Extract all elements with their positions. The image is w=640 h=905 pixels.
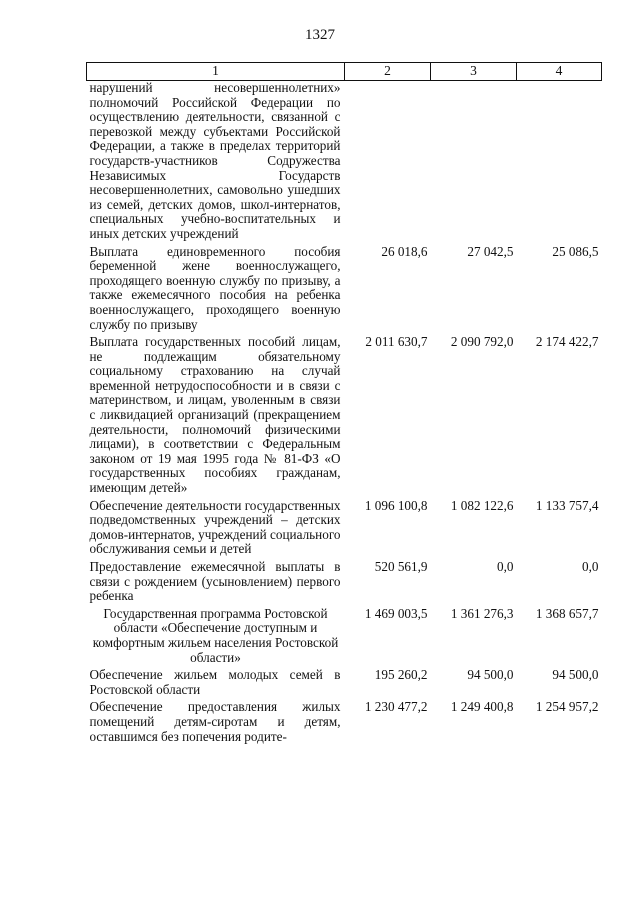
row-description: нарушений несовершеннолетних» полномочий Российской Федерации по осуществлению деятельности, связанной с перевозкой между субъектами Российской Федерации, а также в пределах территорий государств-участников Содружества Независимых Государств несовершеннолетних, самовольно ушедших из семей, детских домов, школ-интернатов, специальных учебно-воспитательных и иных детских учреждений	[89, 80, 341, 241]
column-header: 2	[345, 63, 431, 81]
table-row	[87, 496, 602, 557]
table-row-program-heading	[87, 604, 602, 665]
value-col2: 1 096 100,8	[364, 497, 428, 513]
value-col4: 94 500,0	[552, 667, 599, 683]
column-header: 1	[87, 63, 345, 81]
table-row	[87, 697, 602, 744]
value-col4: 1 133 757,4	[535, 497, 599, 513]
value-col3: 1 082 122,6	[450, 497, 514, 513]
value-col2	[345, 81, 431, 242]
row-description: Предоставление ежемесячной выплаты в связи с рождением (усыновлением) первого ребенка	[89, 559, 341, 604]
page-number: 1327	[305, 27, 335, 43]
row-description: Обеспечение предоставления жилых помещений детям-сиротам и детям, оставшимся без попечения родите-	[89, 699, 341, 744]
column-header: 4	[517, 63, 602, 81]
value-col4: 25 086,5	[552, 243, 599, 259]
value-col2: 1 469 003,5	[364, 605, 428, 621]
value-col2: 195 260,2	[374, 667, 428, 683]
table-row	[87, 332, 602, 496]
value-col2: 1 230 477,2	[364, 699, 428, 715]
table-header-row	[87, 63, 602, 81]
value-col3: 27 042,5	[467, 243, 514, 259]
table-row	[87, 665, 602, 697]
value-col3: 1 249 400,8	[450, 699, 514, 715]
value-col4	[517, 81, 602, 242]
budget-table	[86, 62, 602, 744]
value-col3	[431, 81, 517, 242]
value-col4: 0,0	[582, 559, 599, 574]
row-description: Обеспечение деятельности государственных подведомственных учреждений – детских домов-интернатов, учреждений социального обслуживания семьи и детей	[89, 497, 341, 557]
value-col3: 0,0	[497, 559, 514, 574]
value-col3: 1 361 276,3	[450, 605, 514, 621]
column-header: 3	[431, 63, 517, 81]
table-row	[87, 242, 602, 333]
table-row	[87, 81, 602, 242]
row-description: Обеспечение жильем молодых семей в Ростовской области	[89, 667, 341, 697]
value-col4: 1 368 657,7	[535, 605, 599, 621]
value-col2: 520 561,9	[374, 559, 428, 574]
value-col4: 1 254 957,2	[535, 699, 599, 715]
row-description: Выплата единовременного пособия беременной жене военнослужащего, проходящего военную службу по призыву, а также ежемесячного пособия на ребенка военнослужащего, проходящего военную службу по призыву	[89, 243, 341, 332]
table-row	[87, 557, 602, 604]
row-description: Выплата государственных пособий лицам, не подлежащим обязательному социальному страхованию на случай временной нетрудоспособности и в связи с материнством, и лицам, уволенным в связи с ликвидацией организаций (прекращением деятельности, полномочий физическими лицами), в соответствии с Федеральным законом от 19 мая 1995 года № 81-ФЗ «О государственных пособиях гражданам, имеющим детей»	[89, 334, 341, 496]
value-col4: 2 174 422,7	[535, 334, 599, 350]
value-col2: 2 011 630,7	[365, 334, 428, 350]
value-col3: 2 090 792,0	[450, 334, 514, 350]
value-col2: 26 018,6	[381, 243, 428, 259]
value-col3: 94 500,0	[467, 667, 514, 683]
program-title: Государственная программа Ростовской области «Обеспечение доступным и комфортным жильем населения Ростовской области»	[92, 605, 339, 665]
